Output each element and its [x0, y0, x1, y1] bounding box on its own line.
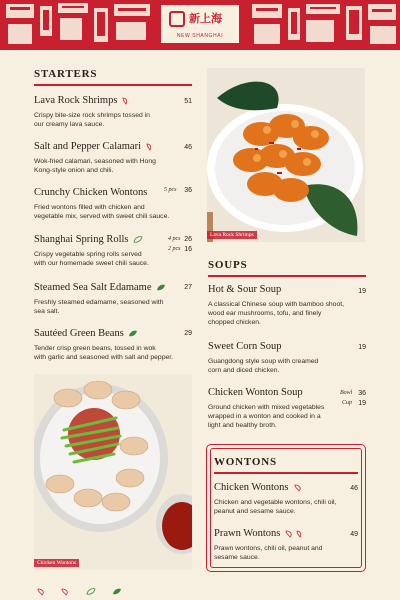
shrimp-dish-illustration — [207, 68, 365, 242]
item-portion-large: 4 pcs — [168, 236, 181, 242]
item-description: Fried wontons filled with chicken and vegetable mix, served with sweet chili sauce. — [34, 204, 170, 221]
menu-item-hot-sour-soup — [208, 284, 368, 328]
item-price-bowl: 36 — [358, 390, 366, 397]
item-name: Steamed Sea Salt Edamame — [34, 282, 152, 293]
lava-rock-shrimps-photo — [207, 68, 365, 242]
item-name: Crunchy Chicken Wontons — [34, 187, 148, 198]
item-description: Crispy bite-size rock shrimps tossed in our creamy lava sauce. — [34, 112, 150, 129]
wontons-rule — [214, 472, 358, 474]
menu-item-sauteed-green-beans — [34, 328, 194, 362]
item-description: Guangdong style soup with creamed corn and diced chicken. — [208, 358, 319, 375]
item-description: A classical Chinese soup with bamboo shoot, wood ear mushrooms, tofu, and finely chopped chicken. — [208, 301, 345, 327]
item-name: Hot & Sour Soup — [208, 284, 282, 295]
spicy-chili-icon — [121, 97, 129, 105]
menu-item-prawn-wontons — [214, 528, 354, 562]
vegan-leaf-icon — [128, 330, 138, 337]
vegetarian-leaf-icon — [133, 236, 143, 243]
item-name: Chicken Wontons — [214, 482, 289, 493]
wonton-photo-caption: Chicken Wontons — [34, 559, 79, 567]
item-portion-small: 2 pcs — [168, 246, 181, 252]
spicy-chili-icon — [36, 588, 46, 596]
restaurant-sign — [160, 4, 240, 44]
item-price: 49 — [350, 531, 358, 538]
vegetarian-leaf-icon — [86, 588, 96, 595]
item-price-large: 26 — [184, 236, 192, 243]
soups-rule — [208, 275, 366, 277]
starters-heading: STARTERS — [34, 68, 98, 80]
chicken-wontons-photo — [34, 374, 192, 570]
item-price: 29 — [184, 330, 192, 337]
item-name: Prawn Wontons — [214, 528, 281, 539]
item-price-cup: 19 — [358, 400, 366, 407]
item-price: 19 — [358, 288, 366, 295]
item-name: Chicken Wonton Soup — [208, 387, 303, 398]
spicy-chili-icon — [293, 484, 303, 492]
item-description: Freshly steamed edamame, seasoned with sea salt. — [34, 299, 164, 316]
starters-rule — [34, 84, 192, 86]
item-description: Wok-fried calamari, seasoned with Hong Kong-style onion and chili. — [34, 158, 156, 175]
menu-item-sea-salt-edamame — [34, 282, 194, 316]
wonton-dish-illustration — [34, 374, 192, 570]
item-description: Ground chicken with mixed vegetables wrapped in a wonton and cooked in a light and healthy broth. — [208, 404, 325, 430]
header-banner — [0, 0, 400, 50]
item-price: 51 — [184, 98, 192, 105]
item-name: Lava Rock Shrimps — [34, 95, 118, 106]
wontons-heading: WONTONS — [214, 456, 277, 468]
menu-item-lava-rock-shrimps — [34, 95, 194, 129]
spicy-chili-icon — [145, 143, 153, 151]
item-name: Sweet Corn Soup — [208, 341, 282, 352]
item-portion-bowl: Bowl — [340, 390, 353, 396]
vegan-leaf-icon — [156, 284, 166, 291]
menu-item-sweet-corn-soup — [208, 341, 368, 375]
soups-heading: SOUPS — [208, 259, 248, 271]
restaurant-logo-icon — [169, 11, 185, 27]
menu-item-chicken-wontons — [214, 482, 354, 516]
item-price: 36 — [184, 187, 192, 194]
item-price: 19 — [358, 344, 366, 351]
item-description: Tender crisp green beans, tossed in wok with garlic and seasoned with salt and pepper. — [34, 345, 174, 362]
item-description: Prawn wontons, chili oil, peanut and sesame sauce. — [214, 545, 323, 562]
sign-chinese-text: 新上海 — [189, 12, 222, 25]
item-name: Salt and Pepper Calamari — [34, 141, 142, 152]
item-description: Chicken and vegetable wontons, chili oil, peanut and sesame sauce. — [214, 499, 337, 516]
item-portion: 5 pcs — [164, 187, 177, 193]
vegan-leaf-icon — [112, 588, 122, 595]
spicy-chili-icon — [295, 530, 303, 538]
spicy-chili-icon — [60, 588, 70, 596]
shrimp-photo-caption: Lava Rock Shrimps — [207, 231, 257, 239]
sign-english-text: NEW SHANGHAI — [176, 33, 224, 39]
item-price: 27 — [184, 284, 192, 291]
item-name: Sautéed Green Beans — [34, 328, 124, 339]
spicy-chili-icon — [284, 530, 294, 538]
menu-item-salt-pepper-calamari — [34, 141, 194, 175]
item-price-small: 16 — [184, 246, 192, 253]
item-price: 46 — [184, 144, 192, 151]
item-name: Shanghai Spring Rolls — [34, 234, 129, 245]
item-price: 46 — [350, 485, 358, 492]
item-portion-cup: Cup — [342, 400, 353, 406]
item-description: Crispy vegetable spring rolls served with our homemade sweet chili sauce. — [34, 251, 149, 268]
